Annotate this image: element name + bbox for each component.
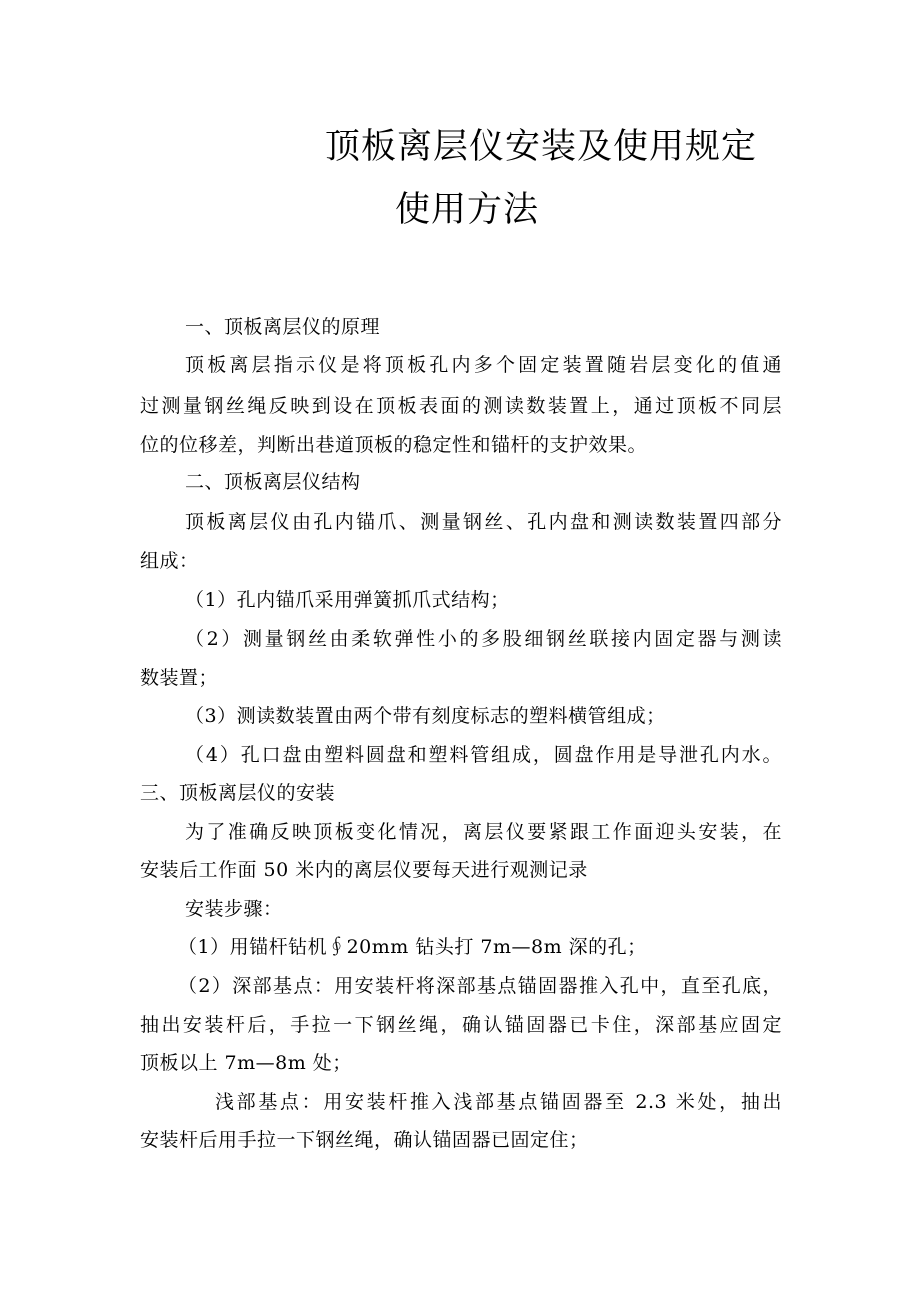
document-title: 顶板离层仪安装及使用规定 <box>325 127 758 167</box>
list-item-continuation: 数装置； <box>140 667 219 689</box>
step-item: 浅部基点：用安装杆推入浅部基点锚固器至 2.3 米处，抽出 <box>215 1091 782 1113</box>
step-item: （1）用锚杆钻机∮20mm 钻头打 7m—8m 深的孔； <box>178 936 647 958</box>
section-heading-structure: 二、顶板离层仪结构 <box>185 471 361 493</box>
step-item-continuation: 安装杆后用手拉一下钢丝绳，确认锚固器已固定住； <box>140 1129 589 1151</box>
step-item-continuation: 顶板以上 7m—8m 处； <box>140 1052 352 1074</box>
paragraph-line: 顶板离层仪由孔内锚爪、测量钢丝、孔内盘和测读数装置四部分 <box>185 511 782 533</box>
list-item: （3）测读数装置由两个带有刻度标志的塑料横管组成； <box>185 705 666 727</box>
list-item: （1）孔内锚爪采用弹簧抓爪式结构； <box>185 589 510 611</box>
steps-heading: 安装步骤： <box>185 898 283 920</box>
paragraph-line: 为了准确反映顶板变化情况，离层仪要紧跟工作面迎头安装，在 <box>185 821 782 843</box>
section-heading-principle: 一、顶板离层仪的原理 <box>185 316 381 338</box>
paragraph-line: 安装后工作面 50 米内的离层仪要每天进行观测记录 <box>140 859 588 881</box>
step-item-continuation: 抽出安装杆后，手拉一下钢丝绳，确认锚固器已卡住，深部基应固定 <box>140 1014 782 1036</box>
paragraph-line: 组成： <box>140 550 199 572</box>
step-item: （2）深部基点：用安装杆将深部基点锚固器推入孔中，直至孔底， <box>178 975 782 997</box>
list-item: （2）测量钢丝由柔软弹性小的多股细钢丝联接内固定器与测读 <box>185 628 782 650</box>
paragraph-line: 顶板离层指示仪是将顶板孔内多个固定装置随岩层变化的值通 <box>185 354 782 376</box>
document-subtitle: 使用方法 <box>395 190 540 230</box>
list-item: （4）孔口盘由塑料圆盘和塑料管组成，圆盘作用是导泄孔内水。 <box>185 744 782 766</box>
section-heading-installation: 三、顶板离层仪的安装 <box>140 782 336 804</box>
paragraph-line: 过测量钢丝绳反映到设在顶板表面的测读数装置上，通过顶板不同层 <box>140 395 782 417</box>
paragraph-line: 位的位移差，判断出巷道顶板的稳定性和锚杆的支护效果。 <box>140 434 648 456</box>
